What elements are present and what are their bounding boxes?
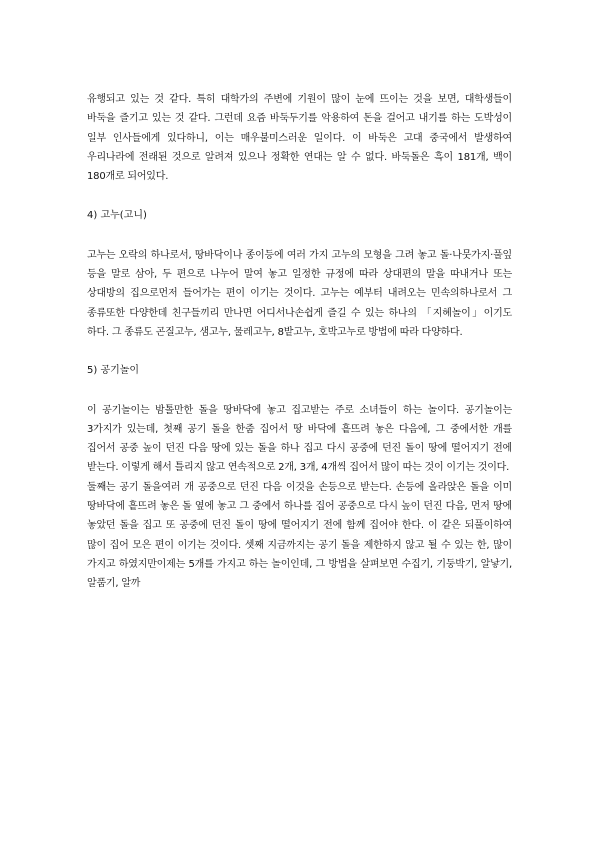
section-5-heading: 5) 공기놀이: [87, 365, 140, 377]
spacer: [87, 226, 512, 246]
section-4-paragraph: 고누는 오락의 하나로서, 땅바닥이나 종이등에 여러 가지 고누의 모형을 그려 놓고 돌·나뭇가지·풀잎 등을 말로 삼아, 두 편으로 나누어 말여 놓고 일정한 규정에 따라 상대편의 말을 따내거나 또는 상대방의 집으로먼저 들어가는 편이 이기는 것이다. 고누는 예부터 내려오는 민속의하나로서 그 종류또한 다양한데 친구들끼리 만나면 어디서나손쉽게 즐길 수 있는 하나의 「지혜놀이」이기도 하다. 그 종류도 곤질고누, 샘고누, 물레고누, 8밭고누, 호박고누로 방법에 따라 다양하다.: [87, 249, 512, 338]
spacer: [87, 381, 512, 401]
spacer: [87, 342, 512, 361]
section-5-paragraph-1: 이 공기놀이는 밤톨만한 돌을 땅바닥에 놓고 집고받는 주로 소녀들이 하는 놀이다. 공기놀이는 3가지가 있는데, 첫째 공기 돌을 한줌 집어서 땅 바닥에 흩뜨려 놓은 다음에, 그 중에서한 개를 집어서 공중 높이 던진 다음 땅에 있는 돌을 하나 집고 다시 공중에 던진 돌이 땅에 떨어지기 전에 받는다. 이렇게 해서 틀리지 않고 연속적으로 2개, 3개, 4개씩 집어서 많이 따는 것이 이기는 것이다.: [87, 404, 512, 474]
spacer: [87, 186, 512, 206]
intro-paragraph: 유행되고 있는 것 같다. 특히 대학가의 주변에 기원이 많이 눈에 뜨이는 것을 보면, 대학생들이 바둑을 즐기고 있는 것 같다. 그런데 요즘 바둑두기를 악용하여 돈을 걸어고 내기를 하는 도박성이 일부 인사들에게 있다하니, 이는 매우불미스러운 일이다. 이 바둑은 고대 중국에서 발생하여 우리나라에 전래된 것으로 알려져 있으나 정확한 연대는 알 수 없다. 바둑돌은 흑이 181개, 백이 180개로 되어있다.: [87, 94, 512, 183]
section-4-heading: 4) 고누(고니): [87, 210, 147, 222]
section-5-paragraph-2: 둘째는 공기 돌을여러 개 공중으로 던진 다음 이것을 손등으로 받는다. 손등에 올라앉은 돌을 이미 땅바닥에 흩뜨려 놓은 돌 옆에 놓고 그 중에서 하나를 집어 공중으로 다시 높이 던진 다음, 먼저 땅에 놓았던 돌을 집고 또 공중에 던진 돌이 땅에 떨어지기 전에 함께 집어야 한다. 이 같은 되풀이하여 많이 집어 모은 편이 이기는 것이다. 셋째 지금까지는 공기 돌을 제한하지 않고 될 수 있는 한, 많이 가지고 하였지만이제는 5개를 가지고 하는 놀이인데, 그 방법을 살펴보면 수집기, 기둥박기, 알낳기, 알품기, 알까: [87, 481, 512, 590]
document-body: [87, 90, 512, 594]
